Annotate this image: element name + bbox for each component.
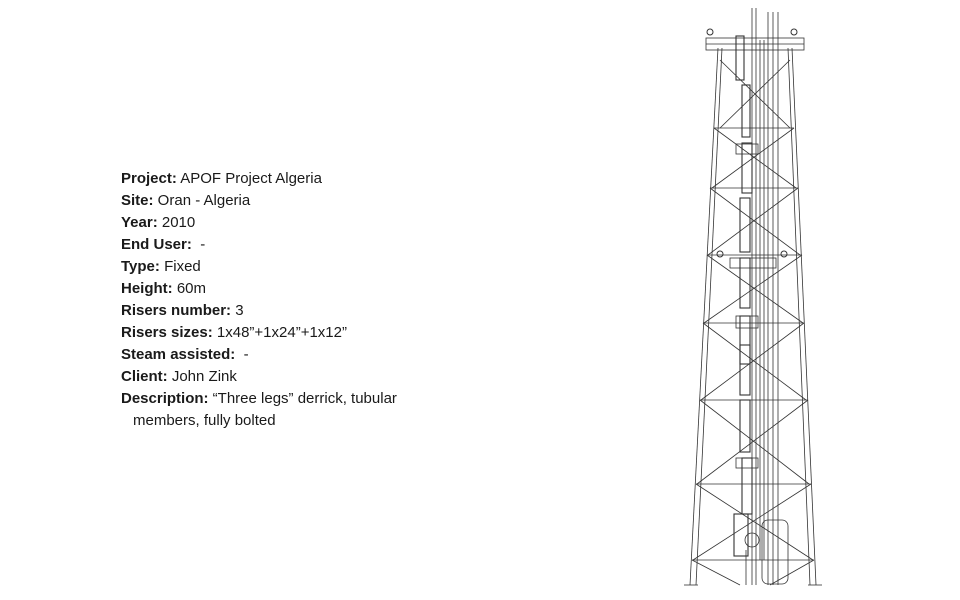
spec-end-user [121,234,461,256]
top-platform [706,38,804,50]
spec-description [121,388,461,432]
rest-platforms [730,144,776,468]
spec-risers-number [121,300,461,322]
spec-risers-sizes-value: 1x48”+1x24”+1x12” [212,324,347,341]
spec-risers-number-label: Risers number: [121,302,232,319]
spec-height-label: Height: [121,280,173,297]
spec-client-value: John Zink [167,368,237,385]
spec-year-label: Year: [121,214,158,231]
spec-description-value: “Three legs” derrick, tubular members, fully bolted [133,390,397,429]
spec-risers-sizes [121,322,461,344]
project-spec-list [121,168,461,432]
spec-type-value: Fixed [159,258,201,275]
spec-type-label: Type: [121,258,160,275]
spec-risers-sizes-label: Risers sizes: [121,324,213,341]
spec-project-label: Project: [121,170,177,187]
spec-project [121,168,461,190]
spec-description-label: Description: [121,390,209,407]
flare-derrick-drawing [680,0,830,600]
spec-end-user-value: - [191,236,206,253]
spec-client [121,366,461,388]
spec-end-user-label: End User: [121,236,192,253]
spec-risers-number-value: 3 [231,302,244,319]
spec-site [121,190,461,212]
spec-project-value: APOF Project Algeria [176,170,322,187]
derrick-legs [690,48,816,585]
spec-type [121,256,461,278]
spec-year [121,212,461,234]
spec-site-label: Site: [121,192,154,209]
spec-year-value: 2010 [157,214,196,231]
spec-steam-assisted [121,344,461,366]
spec-height-value: 60m [172,280,207,297]
spec-client-label: Client: [121,368,168,385]
spec-steam-assisted-value: - [235,346,249,363]
spec-site-value: Oran - Algeria [153,192,251,209]
spec-steam-assisted-label: Steam assisted: [121,346,236,363]
spec-height [121,278,461,300]
